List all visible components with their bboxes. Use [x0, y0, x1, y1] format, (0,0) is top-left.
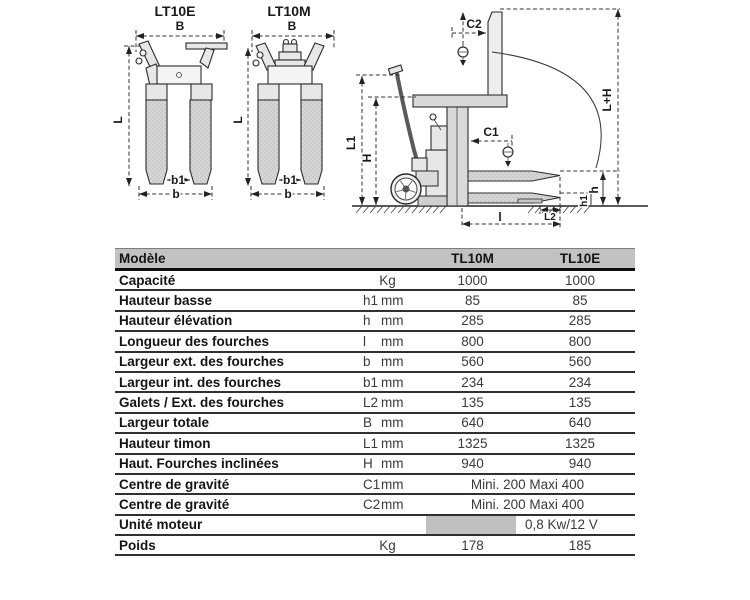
row-label: Galets / Ext. des fourches — [119, 395, 285, 411]
row-unit: C1 mm — [363, 476, 404, 492]
row-value-tl10m: 1325 — [457, 435, 488, 451]
header-model-label: Modèle — [119, 251, 166, 266]
dimension-label-C2: C2 — [466, 17, 482, 31]
dimension-label-L1: L1 — [344, 135, 358, 151]
table-row — [115, 536, 635, 556]
row-unit: l mm — [363, 333, 404, 349]
table-row — [115, 312, 635, 332]
tiller-handle — [397, 74, 419, 168]
dimension-label-L2: L2 — [544, 212, 556, 223]
row-unit: Kg — [379, 537, 396, 553]
table-header-row — [115, 249, 635, 271]
row-label: Largeur totale — [119, 415, 210, 431]
table-row — [115, 495, 635, 515]
row-value-tl10m: 800 — [461, 333, 484, 349]
dimension-label-B: B — [287, 19, 297, 33]
row-label: Hauteur élévation — [119, 313, 233, 329]
row-unit: h1 mm — [363, 293, 404, 309]
row-label: Haut. Fourches inclinées — [119, 456, 279, 472]
dimension-label-L-plus-H: L+H — [600, 88, 614, 112]
spec-table — [115, 248, 635, 556]
table-row — [115, 332, 635, 352]
table-row — [115, 414, 635, 434]
row-unit: L2 mm — [363, 395, 404, 411]
fork-right — [301, 100, 322, 184]
technical-drawings — [0, 0, 750, 244]
row-value-tl10m: 234 — [461, 374, 484, 390]
fork-left — [146, 100, 167, 184]
header-col-tl10m: TL10M — [451, 251, 494, 266]
fork-right — [190, 100, 211, 184]
row-value-tl10m: 85 — [464, 293, 481, 309]
row-value-tl10e: 1325 — [564, 435, 596, 451]
dimension-label-b1: b1 — [170, 173, 186, 187]
row-value-tl10e: 135 — [568, 395, 592, 411]
pump-unit — [283, 44, 297, 52]
row-value-tl10e: 85 — [572, 293, 588, 309]
row-value-tl10e: 1000 — [564, 272, 596, 288]
dimension-label-C1: C1 — [483, 125, 499, 139]
row-label: Hauteur timon — [119, 435, 211, 451]
mast — [447, 96, 468, 206]
center-of-gravity-icon — [503, 143, 513, 167]
table-row — [115, 393, 635, 413]
spec-table-body — [115, 271, 635, 556]
row-value-tl10e: 560 — [568, 354, 592, 370]
row-unit: b mm — [363, 354, 404, 370]
header-unit-column — [355, 249, 420, 268]
row-value-tl10e: 0,8 Kw/12 V — [525, 517, 598, 533]
row-value-tl10m: 940 — [461, 456, 484, 472]
row-label: Largeur ext. des fourches — [119, 354, 285, 370]
dimension-label-L: L — [111, 116, 125, 124]
row-label: Unité moteur — [119, 517, 203, 533]
row-label: Poids — [119, 537, 156, 553]
row-label: Longueur des fourches — [119, 333, 270, 349]
row-value-tl10e: 640 — [568, 415, 592, 431]
row-unit: h mm — [363, 313, 404, 329]
dimension-label-b: b — [172, 187, 180, 201]
drawing-title-lt10m: LT10M — [267, 3, 311, 19]
dimension-label-H: H — [360, 153, 374, 163]
row-unit: H mm — [363, 456, 404, 472]
row-unit: L1 mm — [363, 435, 404, 451]
row-label: Hauteur basse — [119, 293, 213, 309]
row-value-tl10e: 285 — [568, 313, 592, 329]
side-view — [344, 9, 648, 228]
dimension-label-b: b — [284, 187, 292, 201]
row-unit — [355, 516, 420, 534]
table-row — [115, 353, 635, 373]
table-row — [115, 373, 635, 393]
table-row — [115, 475, 635, 495]
platform — [413, 95, 507, 107]
row-value-tl10e: 940 — [568, 456, 592, 472]
row-value-tl10m: 178 — [461, 537, 484, 553]
table-row — [115, 434, 635, 454]
table-row — [115, 271, 635, 291]
row-unit: B mm — [363, 415, 404, 431]
row-unit: b1 mm — [363, 374, 404, 390]
table-row — [115, 291, 635, 311]
dimension-label-h: h — [587, 186, 601, 194]
dimension-label-b1: b1 — [282, 173, 298, 187]
drive-wheel — [391, 174, 421, 204]
row-label: Centre de gravité — [119, 496, 230, 512]
fork-raised — [468, 171, 560, 181]
table-row — [115, 516, 635, 536]
row-value-tl10e: 185 — [568, 537, 592, 553]
row-value-tl10e: 234 — [568, 374, 592, 390]
row-value-tl10m: 640 — [461, 415, 484, 431]
fork-left — [258, 100, 279, 184]
header-col-tl10e: TL10E — [559, 251, 601, 266]
row-value-tl10m: 560 — [461, 354, 484, 370]
row-unit: Kg — [379, 272, 396, 288]
row-span-value: Mini. 200 Maxi 400 — [470, 496, 585, 512]
row-value-tl10m: 135 — [461, 395, 484, 411]
dimension-label-B: B — [175, 19, 185, 33]
row-value-tl10m: 285 — [461, 313, 484, 329]
dimension-label-L: L — [231, 116, 245, 124]
dimension-label-l: l — [498, 210, 502, 224]
row-shaded-cell — [420, 516, 525, 534]
drawing-title-lt10e: LT10E — [154, 3, 196, 19]
row-label: Capacité — [119, 272, 176, 288]
front-view-lt10m — [231, 3, 334, 201]
row-label: Largeur int. des fourches — [119, 374, 282, 390]
row-span-value: Mini. 200 Maxi 400 — [470, 476, 585, 492]
fork-roller — [518, 199, 542, 203]
row-value-tl10m: 1000 — [457, 272, 488, 288]
table-row — [115, 455, 635, 475]
front-view-lt10e — [111, 3, 227, 201]
dimension-label-h1: h1 — [579, 195, 590, 207]
center-of-gravity-icon — [458, 42, 468, 66]
fork-lowered — [468, 193, 560, 203]
row-label: Centre de gravité — [119, 476, 230, 492]
row-value-tl10e: 800 — [568, 333, 592, 349]
row-unit: C2 mm — [363, 496, 404, 512]
shaded-block — [426, 516, 516, 534]
